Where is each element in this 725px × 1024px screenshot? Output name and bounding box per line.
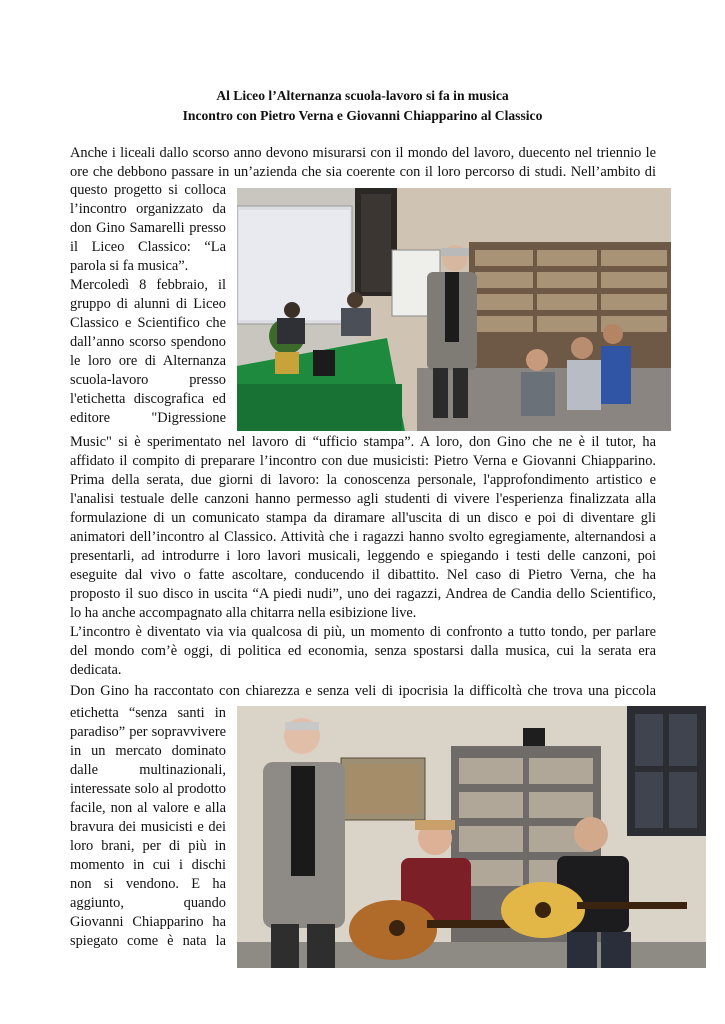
paragraph-line: presentarli, ad introdurre i loro lavori musicali, leggendo e spiegando i testi delle canzoni, poi [70,548,656,564]
paragraph-line: affidato il compito di preparare l’incontro con due musicisti: Pietro Verna e Giovanni Chiapparino. [70,453,656,469]
paragraph-line: Music" si è sperimentato nel lavoro di “ufficio stampa”. A loro, don Gino che ne è il tutor, ha [70,434,656,450]
paragraph-line: eseguite dal vivo o fatte ascoltare, conducendo il dibattito. Nel caso di Pietro Verna, che ha [70,567,656,583]
paragraph-line: L’incontro è diventato via via qualcosa di più, un momento di confronto a tutto tondo, per parlare [70,624,656,640]
paragraph-line: dall’anno scorso spendono [70,334,226,350]
paragraph-line: ore che debbono passare in un’azienda che sia coerente con il loro percorso di studi. Nell’ambito di [70,164,656,180]
paragraph-line: Don Gino ha raccontato con chiarezza e senza veli di ipocrisia la difficoltà che trova una piccola [70,683,656,699]
paragraph-line: questo progetto si colloca [70,182,226,198]
paragraph-line: Mercoledì 8 febbraio, il [70,277,226,293]
paragraph-line: lo ha anche accompagnato alla chitarra nella esibizione live. [70,605,417,621]
paragraph-line: l'etichetta discografica ed [70,391,226,407]
paragraph-line: in un mercato dominato [70,743,226,759]
paragraph-line: l'analisi testuale delle canzoni hanno permesso agli studenti di vivere l'esperienza finalizzata alla [70,491,656,507]
article-title: Al Liceo l’Alternanza scuola-lavoro si fa in musica [216,88,509,103]
paragraph-line: scuola-lavoro presso [70,372,226,388]
paragraph-line: Prima della serata, due giorni di lavoro: la conoscenza personale, l'approfondimento artistico e [70,472,656,488]
paragraph-line: non si vendono. E ha [70,876,226,892]
paragraph-line: parola si fa musica”. [70,258,189,274]
paragraph-line: editore "Digressione [70,410,226,426]
paragraph-line: dalle multinazionali, [70,762,226,778]
paragraph-line: Giovanni Chiapparino ha [70,914,226,930]
paragraph-line: aggiunto, quando [70,895,226,911]
paragraph-line: animatori dell’incontro al Classico. Attività che i ragazzi hanno svolto egregiamente, alternandosi a [70,529,656,545]
paragraph-line: spiegato come è nata la [70,933,226,949]
paragraph-line: loro brani, per di più in [70,838,226,854]
photo-classroom-meeting [237,188,671,431]
article-subtitle: Incontro con Pietro Verna e Giovanni Chiapparino al Classico [182,108,543,123]
paragraph-line: don Gino Samarelli presso [70,220,226,236]
paragraph-line: paradiso” per sopravvivere [70,724,226,740]
paragraph-line: momento in cui i dischi [70,857,226,873]
paragraph-line: gruppo di alunni di Liceo [70,296,226,312]
paragraph-line: bravura dei musicisti e dei [70,819,226,835]
paragraph-line: le loro ore di Alternanza [70,353,226,369]
paragraph-line: il Liceo Classico: “La [70,239,226,255]
paragraph-line: proposto il suo disco in uscita “A piedi nudi”, uno dei ragazzi, Andrea de Candia dello Scientifico, [70,586,656,602]
paragraph-line: facile, non al valore e alla [70,800,226,816]
paragraph-line: Anche i liceali dallo scorso anno devono misurarsi con il mondo del lavoro, duecento nel triennio le [70,145,656,161]
paragraph-line: l’incontro organizzato da [70,201,226,217]
paragraph-line: interessate solo al prodotto [70,781,226,797]
photo-musicians-guitars [237,706,706,968]
paragraph-line: etichetta “senza santi in [70,705,226,721]
paragraph-line: del mondo com’è oggi, di politica ed economia, senza spostarsi dalla musica, cui la serata era [70,643,656,659]
paragraph-line: dedicata. [70,662,122,678]
paragraph-line: formulazione di un comunicato stampa da diramare all'uscita di un disco e poi di diventare gli [70,510,656,526]
paragraph-line: Classico e Scientifico che [70,315,226,331]
